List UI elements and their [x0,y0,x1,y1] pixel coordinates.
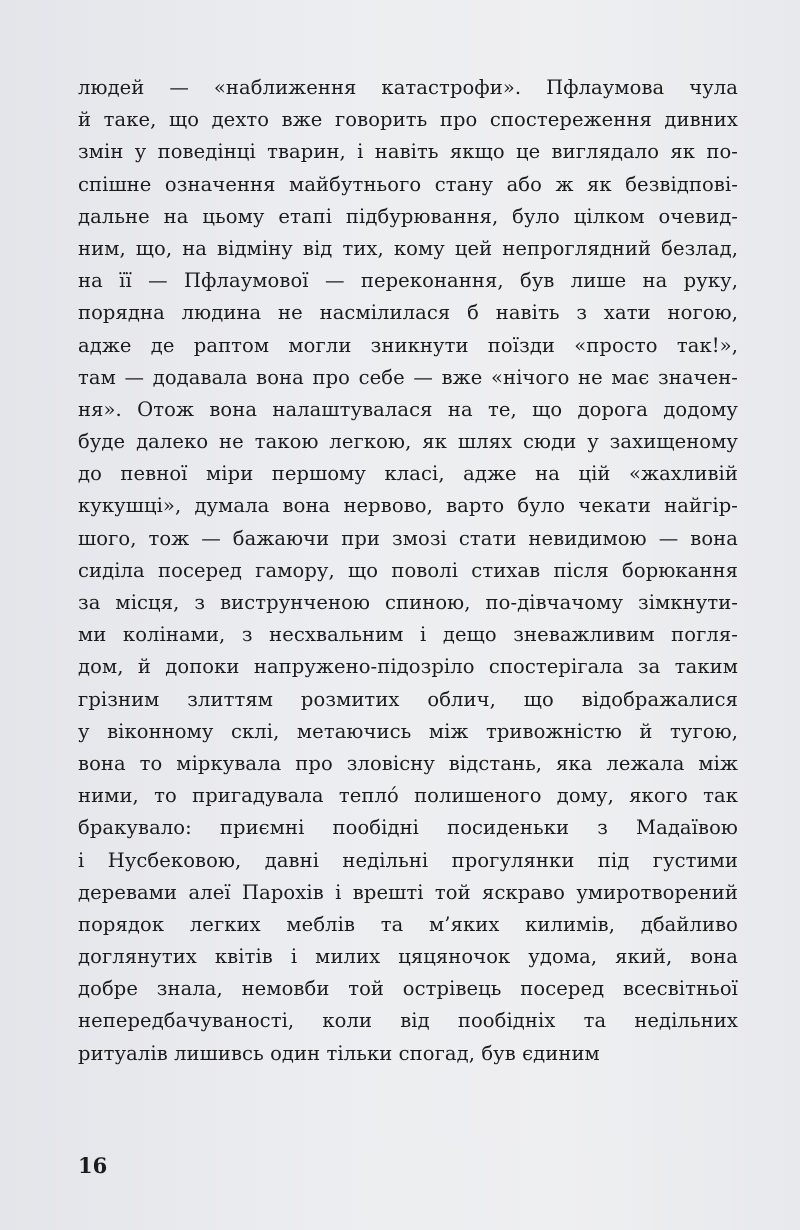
text-line: шого, тож — бажаючи при змозі стати невидимою — вона [78,526,738,550]
text-line: і Нусбековою, давні недільні прогулянки під густими [78,848,738,872]
text-line: грізним злиттям розмитих облич, що відображалися [78,687,738,711]
text-line: вона то міркувала про зловісну відстань, яка лежала між [78,751,738,775]
page-number: 16 [78,1153,108,1178]
text-line: людей — «наближення катастрофи». Пфлаумова чула [78,76,738,99]
text-line: дальне на цьому етапі підбурювання, було цілком очевид- [78,204,738,228]
text-line: ритуалів лишивсь один тільки спогад, був єдиним [78,1041,600,1065]
text-line: й таке, що дехто вже говорить про спостереження дивних [78,108,738,132]
text-line: ня». Отож вона налаштувалася на те, що дорога додому [78,397,738,421]
text-line: адже де раптом могли зникнути поїзди «просто так!», [78,333,738,357]
text-line: кукушці», думала вона нервово, варто було чекати найгір- [78,494,738,518]
text-line: за місця, з виструнченою спиною, по-дівчачому зімкнути- [78,591,738,614]
text-line: ним, що, на відміну від тих, кому цей непроглядний безлад, [78,236,738,260]
text-line: буде далеко не такою легкою, як шлях сюди у захищеному [78,430,738,454]
text-line: там — додавала вона про себе — вже «нічого не має значен- [78,365,738,389]
text-line: непередбачуваності, коли від пообідніх та недільних [78,1009,738,1033]
body-text [78,72,738,1070]
text-line: порядна людина не насмілилася б навіть з хати ногою, [78,301,738,325]
text-line: порядок легких меблів та м’яких килимів, дбайливо [78,912,738,936]
text-line: добре знала, немовби той острівець посеред всесвітньої [78,977,738,1001]
text-line: змін у поведінці тварин, і навіть якщо це виглядало як по- [78,140,738,164]
text-line: ми колінами, з несхвальним і дещо зневажливим погля- [78,623,738,647]
text-line: дом, й допоки напружено-підозріло спостерігала за таким [78,655,738,679]
text-line: сиділа посеред гамору, що поволі стихав після борюкання [78,558,738,582]
text-line: доглянутих квітів і милих цяцяночок удома, який, вона [78,945,738,969]
text-line: деревами алеї Парохів і врешті той яскраво умиротворений [78,880,738,904]
text-line: спішне означення майбутнього стану або ж як безвідпові- [78,172,738,196]
text-line: на її — Пфлаумової — переконання, був лише на руку, [78,269,738,293]
text-line: у віконному склі, метаючись між тривожністю й тугою, [78,719,738,743]
text-line: до певної міри першому класі, адже на цій «жахливій [78,462,738,486]
text-line: бракувало: приємні пообідні посиденьки з Мадаївою [78,816,738,840]
text-line: ними, то пригадувала теплó полишеного дому, якого так [78,784,738,808]
